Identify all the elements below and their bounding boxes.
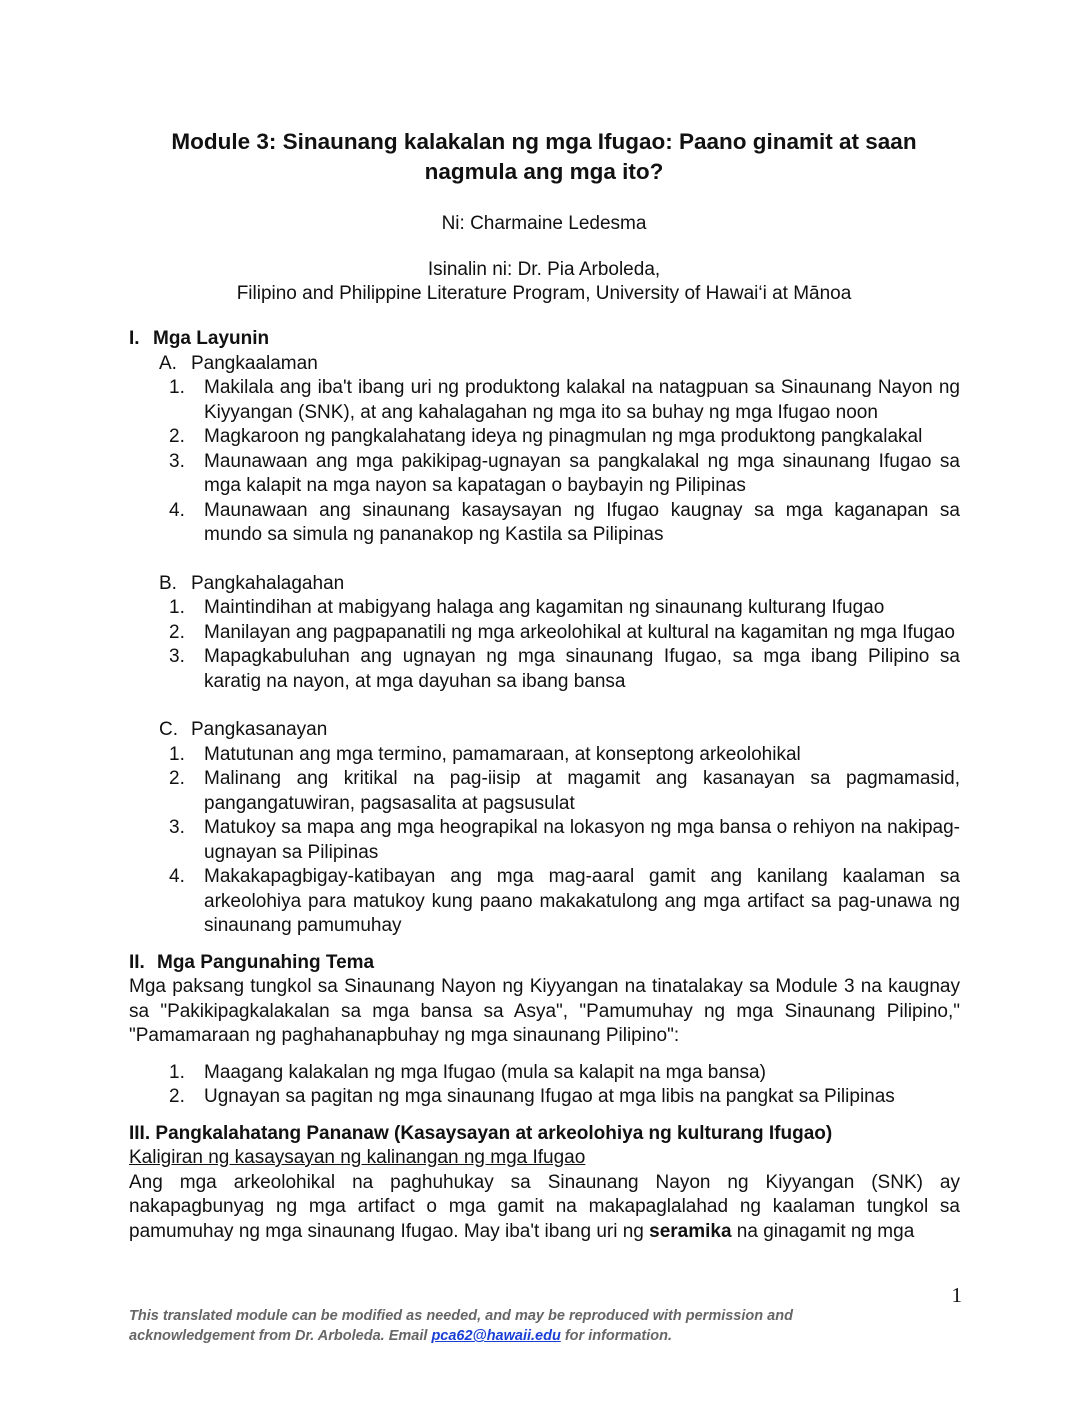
item-text: Maunawaan ang sinaunang kasaysayan ng Ifugao kaugnay sa mga kaganapan sa mundo sa simula ng pananakop ng Kastila sa Pilipinas <box>204 499 960 545</box>
subsection-c-list <box>129 743 960 939</box>
footer-line-1: This translated module can be modified as needed, and may be reproduced with permission and <box>129 1308 793 1324</box>
subsection-label: Pangkasanayan <box>191 719 328 740</box>
subsection-letter: A. <box>159 352 177 374</box>
subsection-label: Pangkaalaman <box>191 352 318 374</box>
item-text: Makilala ang iba't ibang uri ng produktong kalakal na natagpuan sa Sinaunang Nayon ng Kiyyangan (SNK), at ang kahalagahan ng mga ito sa buhay ng mga Ifugao noon <box>204 377 960 423</box>
list-item <box>129 743 960 768</box>
item-text: Matutunan ang mga termino, pamamaraan, at konseptong arkeolohikal <box>204 743 801 765</box>
program-line: Filipino and Philippine Literature Program, University of Hawai‘i at Mānoa <box>236 283 852 304</box>
item-number: 3. <box>169 817 185 838</box>
item-text: Malinang ang kritikal na pag-iisip at magamit ang kasanayan sa pagmamasid, pangangatuwiran, pagsasalita at pagsusulat <box>204 768 960 814</box>
item-number: 2. <box>169 1086 185 1107</box>
list-item <box>129 767 960 816</box>
paragraph-text: Ang mga arkeolohikal na paghuhukay sa Sinaunang Nayon ng Kiyyangan (SNK) ay nakapagbunyag ng mga artifact o mga gamit na makapaglalahad ng kaalaman tungkol sa pamumuhay ng mga sinaunang Ifugao. May iba't ibang uri ng <box>129 1171 960 1242</box>
section-title: Mga Pangunahing Tema <box>157 951 375 973</box>
section-1-heading <box>129 327 960 352</box>
section-2-list <box>129 1061 960 1110</box>
paragraph-text: na ginagamit ng mga <box>731 1220 915 1242</box>
author-line: Ni: Charmaine Ledesma <box>441 213 647 234</box>
item-number: 2. <box>169 768 185 789</box>
module-title <box>110 127 978 187</box>
translator-line: Isinalin ni: Dr. Pia Arboleda, <box>427 259 661 280</box>
email-link[interactable]: pca62@hawaii.edu <box>431 1328 561 1344</box>
item-number: 1. <box>169 743 185 765</box>
subsection-b-heading <box>129 572 960 597</box>
item-number: 1. <box>169 1061 185 1083</box>
page-number: 1 <box>951 1283 962 1307</box>
item-text: Magkaroon ng pangkalahatang ideya ng pinagmulan ng mga produktong pangkalakal <box>204 426 923 447</box>
item-text: Maintindihan at mabigyang halaga ang kagamitan ng sinaunang kulturang Ifugao <box>204 597 885 618</box>
footer-text: for information. <box>560 1328 672 1344</box>
section-3-paragraph <box>129 1171 960 1245</box>
document-body <box>129 327 960 1244</box>
subsection-c-heading <box>129 718 960 743</box>
list-item <box>129 865 960 939</box>
footer-line-2 <box>129 1326 929 1346</box>
list-item <box>129 1085 960 1110</box>
subsection-letter: C. <box>159 719 178 740</box>
list-item <box>129 816 960 865</box>
title-line-1: Module 3: Sinaunang kalakalan ng mga Ifugao: Paano ginamit at saan <box>171 129 917 154</box>
item-number: 1. <box>169 377 185 398</box>
item-text: Maunawaan ang mga pakikipag-ugnayan sa pangkalakal ng mga sinaunang Ifugao sa mga kalapit na mga nayon sa kapatagan o baybayin ng Pilipinas <box>204 450 960 496</box>
footer-text: acknowledgement from Dr. Arboleda. Email <box>129 1328 432 1344</box>
list-item <box>129 376 960 425</box>
item-number: 3. <box>169 450 185 472</box>
item-text: Manilayan ang pagpapanatili ng mga arkeolohikal at kultural na kagamitan ng mga Ifugao <box>204 621 955 643</box>
subsection-b-list <box>129 596 960 694</box>
item-text: Ugnayan sa pagitan ng mga sinaunang Ifugao at mga libis na pangkat sa Pilipinas <box>204 1086 895 1107</box>
list-item <box>129 596 960 621</box>
item-text: Mapagkabuluhan ang ugnayan ng mga sinaunang Ifugao, sa mga ibang Pilipino sa karatig na nayon, at mga dayuhan sa ibang bansa <box>204 646 960 692</box>
list-item <box>129 499 960 548</box>
section-number: II. <box>129 951 145 973</box>
list-item <box>129 645 960 694</box>
item-number: 2. <box>169 621 185 643</box>
footer-note <box>129 1306 929 1346</box>
section-title: Mga Layunin <box>153 328 270 349</box>
item-number: 3. <box>169 646 185 667</box>
item-number: 4. <box>169 499 185 521</box>
subsection-a-heading <box>129 352 960 377</box>
subsection-a-list <box>129 376 960 548</box>
subsection-letter: B. <box>159 572 177 594</box>
section-number: I. <box>129 328 140 349</box>
item-number: 4. <box>169 866 185 887</box>
list-item <box>129 1061 960 1086</box>
subsection-label: Pangkahalagahan <box>191 572 345 594</box>
section-2-intro: Mga paksang tungkol sa Sinaunang Nayon ng Kiyyangan na tinatalakay sa Module 3 na kaugnay sa "Pakikipagkalakalan sa mga bansa sa Asya", "Pamumuhay ng mga Sinaunang Pilipino," "Pamamaraan ng paghahanapbuhay ng mga sinaunang Pilipino": <box>129 976 960 1046</box>
item-text: Maagang kalakalan ng mga Ifugao (mula sa kalapit na mga bansa) <box>204 1061 766 1083</box>
item-number: 1. <box>169 597 185 618</box>
list-item <box>129 621 960 646</box>
section-3-subheading: Kaligiran ng kasaysayan ng kalinangan ng mga Ifugao <box>129 1147 586 1168</box>
item-number: 2. <box>169 426 185 447</box>
bold-term: seramika <box>649 1220 732 1242</box>
list-item <box>129 450 960 499</box>
list-item <box>129 425 960 450</box>
section-3-heading: III. Pangkalahatang Pananaw (Kasaysayan at arkeolohiya ng kulturang Ifugao) <box>129 1122 833 1144</box>
title-line-2: nagmula ang mga ito? <box>424 159 664 184</box>
section-2-heading <box>129 951 960 976</box>
item-text: Makakapagbigay-katibayan ang mga mag-aaral gamit ang kanilang kaalaman sa arkeolohiya para matukoy kung paano makakatulong ang mga artifact sa pag-unawa ng sinaunang pamumuhay <box>204 866 960 936</box>
item-text: Matukoy sa mapa ang mga heograpikal na lokasyon ng mga bansa o rehiyon na nakipag-ugnayan sa Pilipinas <box>204 817 960 863</box>
